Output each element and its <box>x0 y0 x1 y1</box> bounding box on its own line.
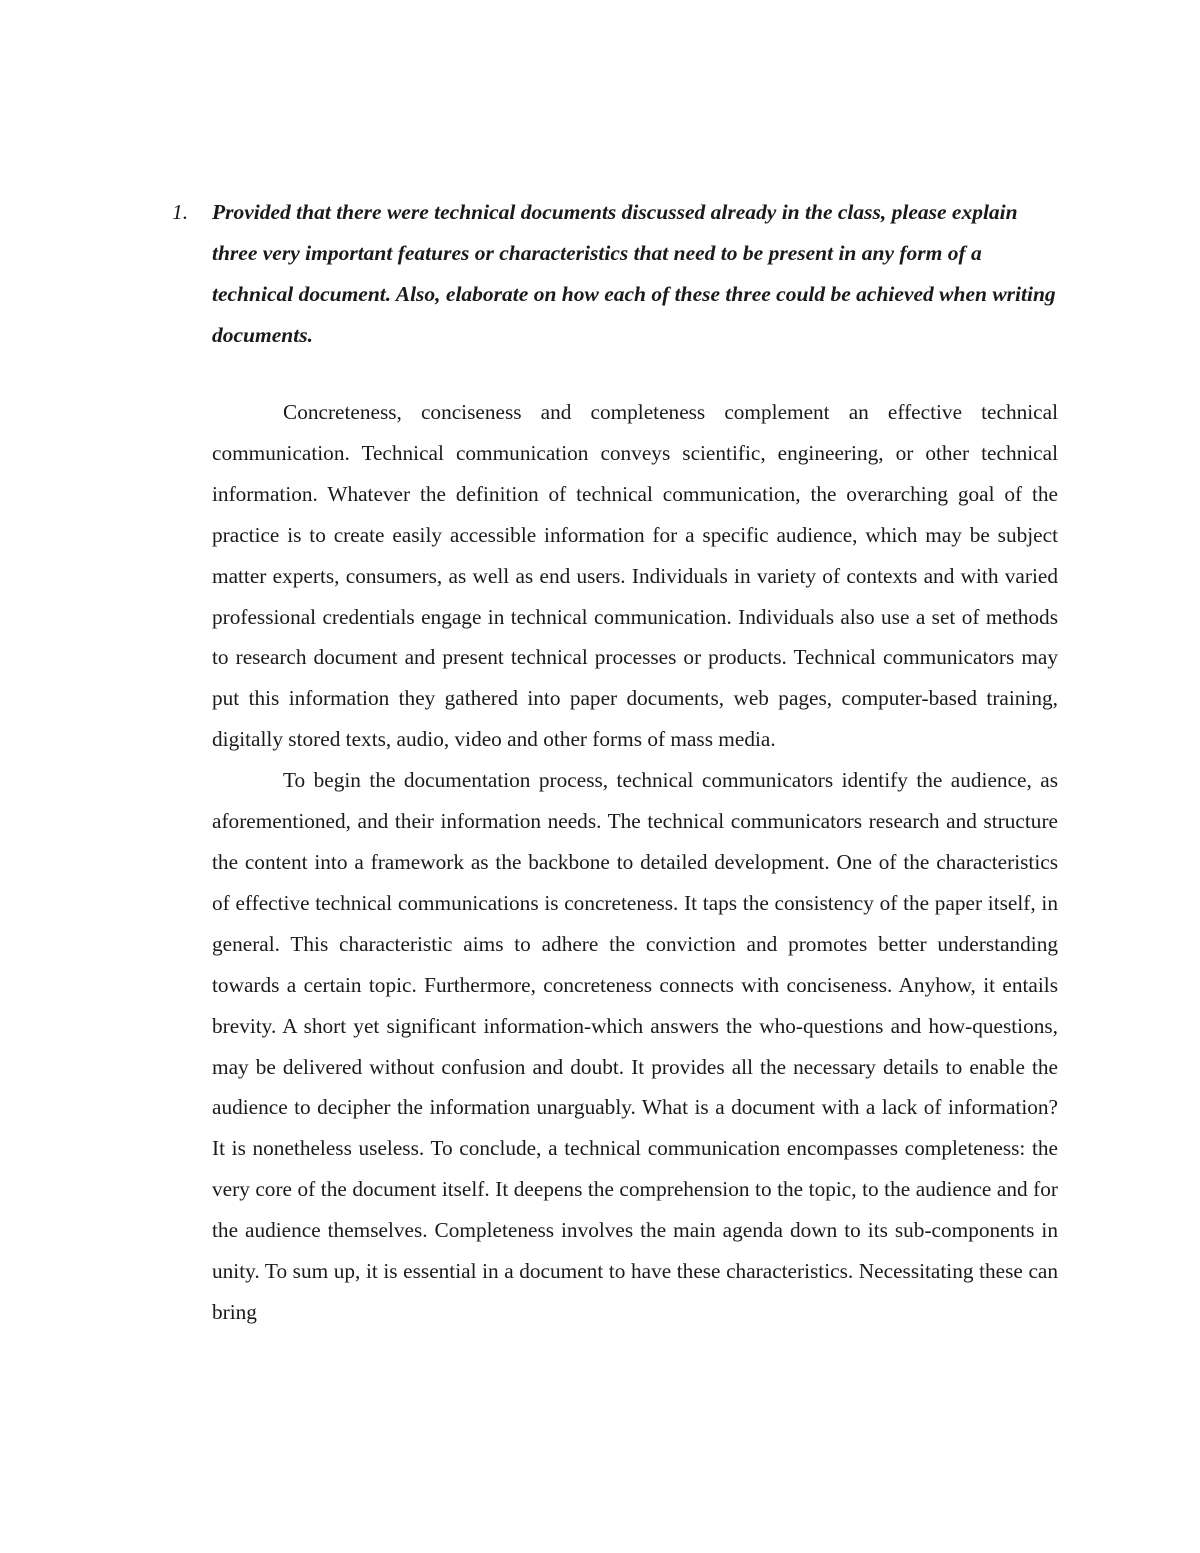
question-number: 1. <box>172 200 189 224</box>
question-item <box>172 192 1062 356</box>
answer-body <box>212 392 1058 1333</box>
answer-paragraph-2: To begin the documentation process, technical communicators identify the audience, as aforementioned, and their information needs. The technical communicators research and structure the content into a framework as the backbone to detailed development. One of the characteristics of effective technical communications is concreteness. It taps the consistency of the paper itself, in general. This characteristic aims to adhere the conviction and promotes better understanding towards a certain topic. Furthermore, concreteness connects with conciseness. Anyhow, it entails brevity. A short yet significant information-which answers the who-questions and how-questions, may be delivered without confusion and doubt. It provides all the necessary details to enable the audience to decipher the information unarguably. What is a document with a lack of information? It is nonetheless useless. To conclude, a technical communication encompasses completeness: the very core of the document itself. It deepens the comprehension to the topic, to the audience and for the audience themselves. Completeness involves the main agenda down to its sub-components in unity. To sum up, it is essential in a document to have these characteristics. Necessitating these can bring <box>212 768 1058 1324</box>
question-text: Provided that there were technical documents discussed already in the class, please explain three very important features or characteristics that need to be present in any form of a technical document. Also, elaborate on how each of these three could be achieved when writing documents. <box>212 200 1056 347</box>
answer-paragraph-1: Concreteness, conciseness and completeness complement an effective technical communication. Technical communication conveys scientific, engineering, or other technical information. Whatever the definition of technical communication, the overarching goal of the practice is to create easily accessible information for a specific audience, which may be subject matter experts, consumers, as well as end users. Individuals in variety of contexts and with varied professional credentials engage in technical communication. Individuals also use a set of methods to research document and present technical processes or products. Technical communicators may put this information they gathered into paper documents, web pages, computer-based training, digitally stored texts, audio, video and other forms of mass media. <box>212 400 1058 752</box>
